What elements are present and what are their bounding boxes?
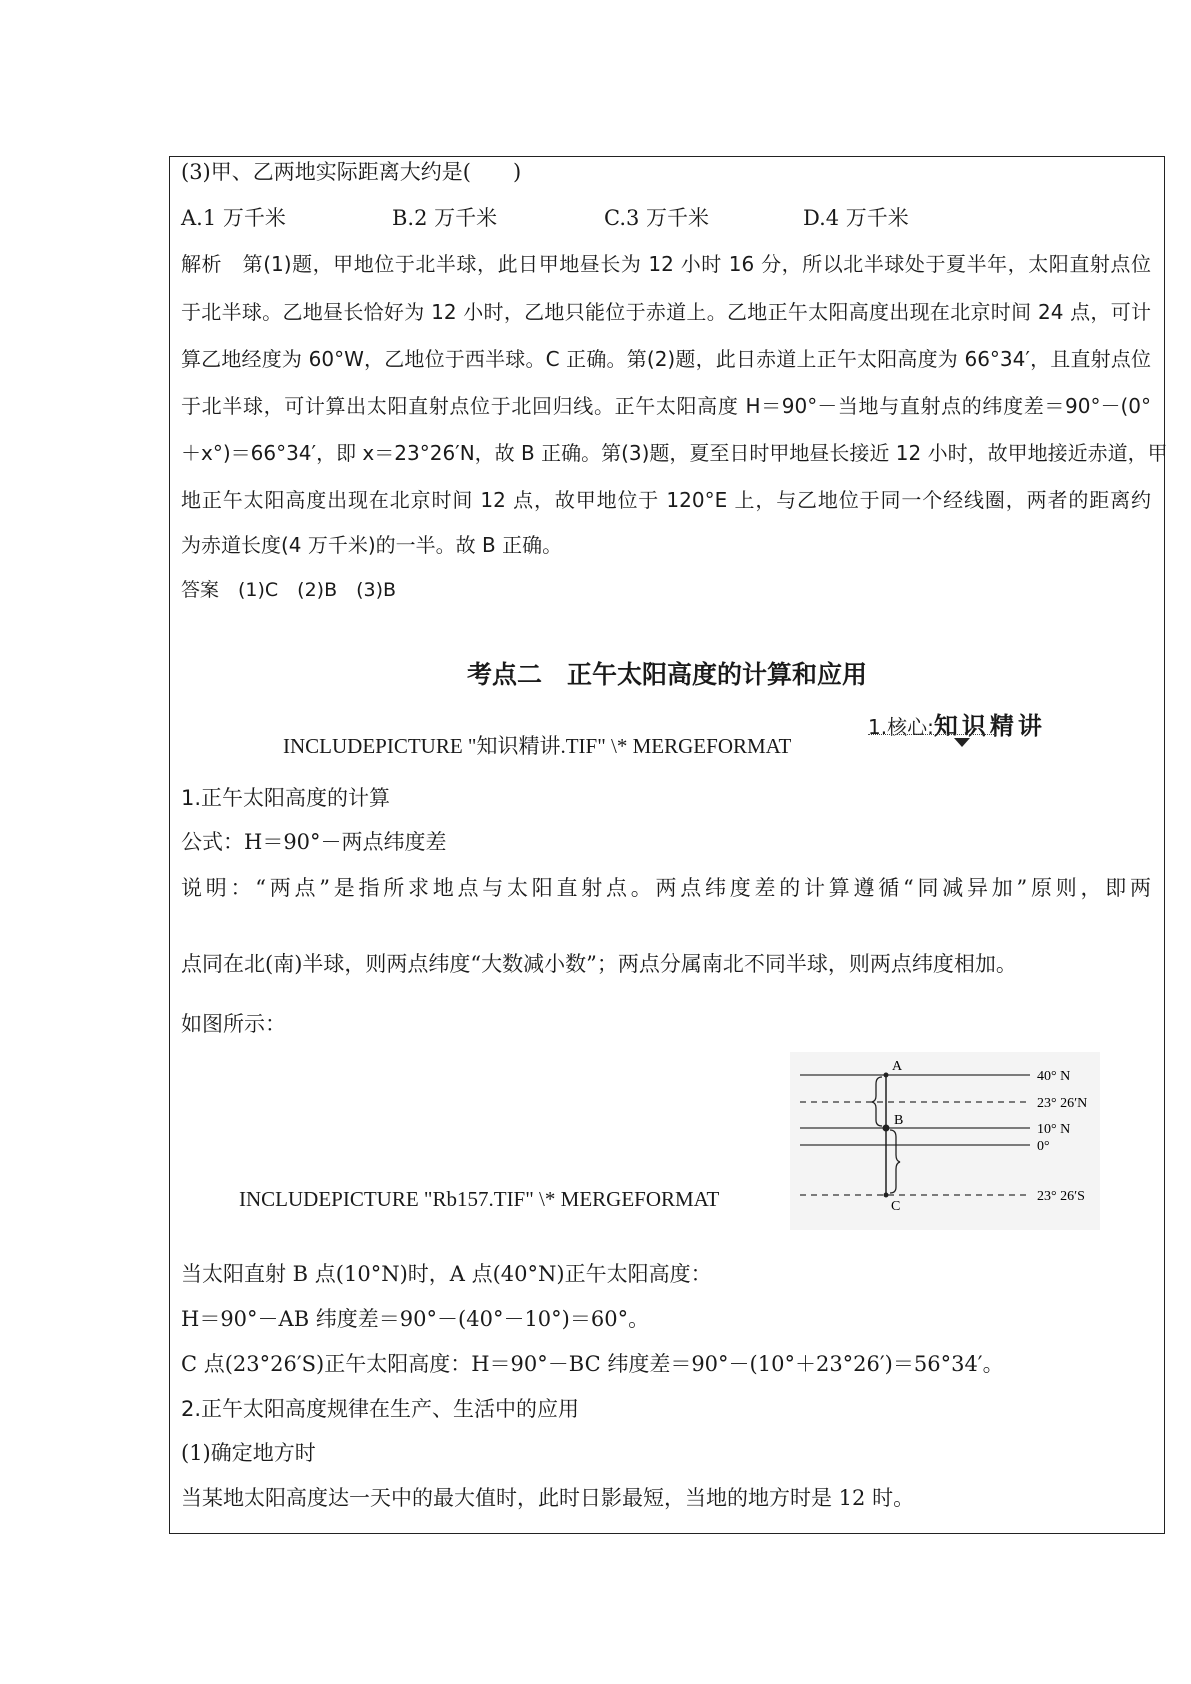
badge-prefix: 1.核心: <box>868 715 934 739</box>
analysis-line-1: 解析 第(1)题，甲地位于北半球，此日甲地昼长为 12 小时 16 分，所以北半球处于夏半年，太阳直射点位 <box>181 252 1151 276</box>
part1-title: 1.正午太阳高度的计算 <box>181 786 391 810</box>
badge-underline <box>868 734 996 735</box>
triangle-down-icon <box>954 738 970 747</box>
example-line-3: C 点(23°26′S)正午太阳高度：H＝90°－BC 纬度差＝90°－(10°＋23°26′)＝56°34′。 <box>181 1352 1004 1376</box>
analysis-line-3: 算乙地经度为 60°W，乙地位于西半球。C 正确。第(2)题，此日赤道上正午太阳高度为 66°34′，且直射点位 <box>181 347 1151 371</box>
section-title: 考点二 正午太阳高度的计算和应用 <box>466 660 867 689</box>
option-a: A.1 万千米 <box>181 206 286 230</box>
include-picture-2: INCLUDEPICTURE "Rb157.TIF" \* MERGEFORMAT <box>239 1187 720 1211</box>
analysis-line-2: 于北半球。乙地昼长恰好为 12 小时，乙地只能位于赤道上。乙地正午太阳高度出现在北京时间 24 点，可计 <box>181 300 1151 324</box>
question-stem: (3)甲、乙两地实际距离大约是( ) <box>181 160 522 184</box>
explain-line-1: 说明：“两点”是指所求地点与太阳直射点。两点纬度差的计算遵循“同减异加”原则，即两 <box>181 876 1151 900</box>
label-b: B <box>894 1113 904 1128</box>
label-10n: 10° N <box>1037 1122 1071 1137</box>
analysis-line-5: ＋x°)＝66°34′，即 x＝23°26′N，故 B 正确。第(3)题，夏至日时甲地昼长接近 12 小时，故甲地接近赤道，甲 <box>181 441 1168 465</box>
label-2326n: 23° 26′N <box>1037 1096 1088 1111</box>
point-c-dot <box>884 1193 889 1198</box>
example-line-2: H＝90°－AB 纬度差＝90°－(40°－10°)＝60°。 <box>181 1307 650 1331</box>
label-40n: 40° N <box>1037 1069 1071 1084</box>
include-picture-1: INCLUDEPICTURE "知识精讲.TIF" \* MERGEFORMAT <box>283 734 792 758</box>
explain-line-2: 点同在北(南)半球，则两点纬度“大数减小数”；两点分属南北不同半球，则两点纬度相加。 <box>181 952 1017 976</box>
point-b-dot <box>883 1125 890 1132</box>
label-a: A <box>892 1059 903 1074</box>
badge-title: 知识精讲 <box>933 712 1046 740</box>
option-d: D.4 万千米 <box>803 206 909 230</box>
as-shown: 如图所示： <box>181 1012 286 1036</box>
label-c: C <box>891 1199 901 1214</box>
label-0: 0° <box>1037 1139 1050 1154</box>
analysis-line-4: 于北半球，可计算出太阳直射点位于北回归线。正午太阳高度 H＝90°－当地与直射点的纬度差＝90°－(0° <box>181 394 1151 418</box>
label-2326s: 23° 26′S <box>1037 1189 1085 1204</box>
knowledge-badge <box>868 706 1046 741</box>
part2-title: 2.正午太阳高度规律在生产、生活中的应用 <box>181 1397 580 1421</box>
formula: 公式：H＝90°－两点纬度差 <box>181 830 447 854</box>
analysis-line-7: 为赤道长度(4 万千米)的一半。故 B 正确。 <box>181 533 563 557</box>
answer-line: 答案 (1)C (2)B (3)B <box>181 579 397 601</box>
point-a-dot <box>884 1073 889 1078</box>
option-b: B.2 万千米 <box>392 206 498 230</box>
option-c: C.3 万千米 <box>604 206 710 230</box>
analysis-line-6: 地正午太阳高度出现在北京时间 12 点，故甲地位于 120°E 上，与乙地位于同一个经线圈，两者的距离约 <box>181 488 1151 512</box>
part2-sub1-text: 当某地太阳高度达一天中的最大值时，此时日影最短，当地的地方时是 12 时。 <box>181 1486 915 1510</box>
example-line-1: 当太阳直射 B 点(10°N)时，A 点(40°N)正午太阳高度： <box>181 1262 712 1286</box>
latitude-diagram <box>790 1052 1120 1232</box>
part2-sub1: (1)确定地方时 <box>181 1441 316 1465</box>
